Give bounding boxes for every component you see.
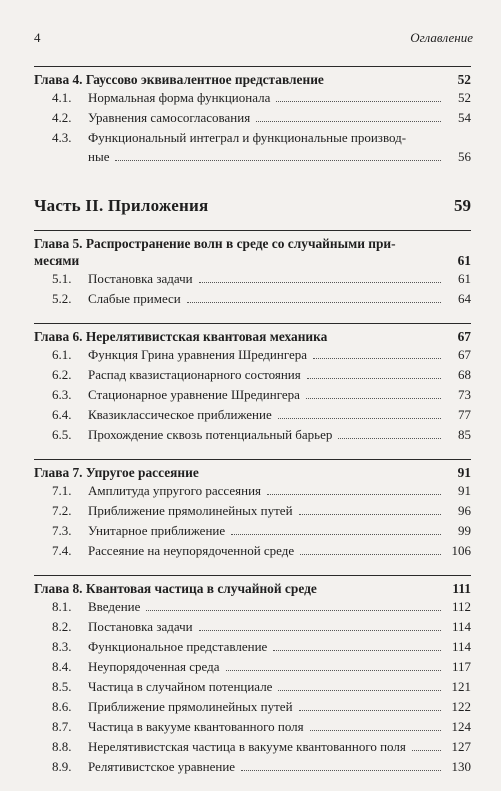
part-page: 59: [454, 196, 471, 215]
chapter-6: [34, 323, 471, 445]
chapter-rule: [34, 323, 471, 324]
leader-dots: [241, 770, 441, 771]
section-page: 122: [451, 699, 471, 714]
section-number: 4.2.: [52, 110, 72, 125]
chapter-rule: [34, 459, 471, 460]
toc-entry[interactable]: [34, 597, 471, 617]
section-page: 106: [451, 543, 471, 558]
leader-dots: [278, 690, 441, 691]
chapter-page: 111: [452, 581, 471, 596]
chapter-page: 52: [457, 72, 471, 87]
section-title: Квазиклассическое приближение: [88, 407, 272, 422]
section-page: 54: [458, 110, 471, 125]
section-page: 67: [458, 347, 471, 362]
section-title: Частица в вакууме квантованного поля: [88, 719, 304, 734]
part-heading[interactable]: [34, 196, 471, 216]
section-number: 7.4.: [52, 543, 72, 558]
toc-entry[interactable]: [34, 717, 471, 737]
leader-dots: [278, 418, 441, 419]
section-number: 4.3.: [52, 130, 72, 145]
leader-dots: [231, 534, 441, 535]
leader-dots: [412, 750, 441, 751]
section-title: Слабые примеси: [88, 291, 181, 306]
leader-dots: [307, 378, 441, 379]
chapter-7: [34, 459, 471, 561]
section-number: 4.1.: [52, 90, 72, 105]
section-number: 7.2.: [52, 503, 72, 518]
section-number: 6.4.: [52, 407, 72, 422]
section-title: Нормальная форма функционала: [88, 90, 271, 105]
section-title: Постановка задачи: [88, 271, 193, 286]
toc-entry[interactable]: [34, 737, 471, 757]
section-number: 8.5.: [52, 679, 72, 694]
toc-entry[interactable]: [34, 88, 471, 108]
section-page: 121: [451, 679, 471, 694]
section-number: 5.1.: [52, 271, 72, 286]
section-title: Приближение прямолинейных путей: [88, 699, 293, 714]
chapter-heading[interactable]: [34, 71, 471, 88]
section-page: 96: [458, 503, 471, 518]
section-title: Функция Грина уравнения Шредингера: [88, 347, 308, 362]
table-of-contents: [34, 66, 471, 791]
section-number: 5.2.: [52, 291, 72, 306]
chapter-heading[interactable]: [34, 580, 471, 597]
leader-dots: [313, 358, 441, 359]
section-title: Нерелятивистская частица в вакууме квантованного поля: [88, 739, 406, 754]
leader-dots: [310, 730, 441, 731]
toc-entry[interactable]: [34, 617, 471, 637]
section-number: 7.1.: [52, 483, 72, 498]
chapter-5: [34, 230, 471, 309]
section-title: Уравнения самосогласования: [88, 110, 251, 125]
section-page: 64: [458, 291, 471, 306]
toc-entry[interactable]: [34, 541, 471, 561]
section-page: 117: [451, 659, 471, 674]
chapter-4: [34, 66, 471, 166]
section-title: Частица в случайном потенциале: [88, 679, 273, 694]
leader-dots: [338, 438, 441, 439]
section-page: 52: [458, 90, 471, 105]
section-number: 8.9.: [52, 759, 72, 774]
section-title: Релятивистское уравнение: [88, 759, 236, 774]
chapter-page: 91: [457, 465, 471, 480]
section-title: Рассеяние на неупорядоченной среде: [88, 543, 295, 558]
section-title: Распад квазистационарного состояния: [88, 367, 301, 382]
toc-entry[interactable]: [34, 637, 471, 657]
section-title: Приближение прямолинейных путей: [88, 503, 293, 518]
section-number: 7.3.: [52, 523, 72, 538]
chapter-page: 61: [457, 253, 471, 268]
section-page: 56: [458, 149, 471, 164]
chapter-title: Глава 8. Квантовая частица в случайной среде: [34, 581, 317, 596]
leader-dots: [300, 554, 441, 555]
toc-entry[interactable]: [34, 108, 471, 128]
toc-entry[interactable]: [34, 425, 471, 445]
section-number: 8.4.: [52, 659, 72, 674]
leader-dots: [115, 160, 441, 161]
chapter-rule: [34, 230, 471, 231]
leader-dots: [299, 514, 441, 515]
section-title: Постановка задачи: [88, 619, 193, 634]
toc-entry[interactable]: [34, 269, 471, 289]
toc-entry[interactable]: [34, 385, 471, 405]
section-title: Функциональное представление: [88, 639, 268, 654]
section-number: 6.3.: [52, 387, 72, 402]
chapter-heading[interactable]: [34, 328, 471, 345]
chapter-heading[interactable]: [34, 235, 471, 269]
toc-entry[interactable]: [34, 757, 471, 777]
chapter-title: Глава 7. Упругое рассеяние: [34, 465, 199, 480]
leader-dots: [199, 282, 441, 283]
section-title: Прохождение сквозь потенциальный барьер: [88, 427, 333, 442]
leader-dots: [273, 650, 441, 651]
section-page: 112: [451, 599, 471, 614]
running-head: [34, 30, 473, 46]
section-number: 8.6.: [52, 699, 72, 714]
section-title: Амплитуда упругого рассеяния: [88, 483, 262, 498]
leader-dots: [226, 670, 441, 671]
part-title: Часть II. Приложения: [34, 196, 209, 215]
leader-dots: [267, 494, 441, 495]
toc-entry[interactable]: [34, 657, 471, 677]
chapter-page: 67: [457, 329, 471, 344]
leader-dots: [276, 101, 441, 102]
section-page: 68: [458, 367, 471, 382]
section-page: 114: [451, 639, 471, 654]
section-page: 85: [458, 427, 471, 442]
toc-entry[interactable]: [34, 697, 471, 717]
section-page: 77: [458, 407, 471, 422]
leader-dots: [187, 302, 441, 303]
section-page: 61: [458, 271, 471, 286]
section-number: 6.2.: [52, 367, 72, 382]
section-number: 8.1.: [52, 599, 72, 614]
toc-entry[interactable]: [34, 521, 471, 541]
section-title: Неупорядоченная среда: [88, 659, 220, 674]
section-title: Стационарное уравнение Шредингера: [88, 387, 300, 402]
toc-entry[interactable]: [34, 481, 471, 501]
leader-dots: [299, 710, 441, 711]
section-number: 6.5.: [52, 427, 72, 442]
running-title: Оглавление: [410, 30, 473, 45]
section-title: Введение: [88, 599, 141, 614]
section-title-cont: ные: [88, 149, 110, 164]
toc-entry[interactable]: [34, 128, 471, 166]
leader-dots: [199, 630, 441, 631]
section-number: 8.7.: [52, 719, 72, 734]
section-title: Функциональный интеграл и функциональные производ-: [88, 130, 407, 145]
toc-entry[interactable]: [34, 345, 471, 365]
leader-dots: [256, 121, 441, 122]
section-number: 8.2.: [52, 619, 72, 634]
page-number: 4: [34, 30, 41, 45]
chapter-title: Глава 6. Нерелятивистская квантовая механика: [34, 329, 328, 344]
section-title: Унитарное приближение: [88, 523, 226, 538]
toc-entry[interactable]: [34, 677, 471, 697]
section-number: 6.1.: [52, 347, 72, 362]
toc-entry[interactable]: [34, 289, 471, 309]
section-number: 8.8.: [52, 739, 72, 754]
chapter-title: Глава 4. Гауссово эквивалентное представление: [34, 72, 324, 87]
chapter-title: Глава 5. Распространение волн в среде со случайными при-: [34, 236, 396, 251]
toc-entry[interactable]: [34, 501, 471, 521]
section-page: 99: [458, 523, 471, 538]
chapter-heading[interactable]: [34, 464, 471, 481]
leader-dots: [146, 610, 441, 611]
leader-dots: [306, 398, 441, 399]
chapter-rule: [34, 575, 471, 576]
section-page: 130: [451, 759, 471, 774]
chapter-rule: [34, 66, 471, 67]
section-page: 114: [451, 619, 471, 634]
section-number: 8.3.: [52, 639, 72, 654]
toc-entry[interactable]: [34, 365, 471, 385]
section-page: 91: [458, 483, 471, 498]
section-page: 124: [451, 719, 471, 734]
chapter-8: [34, 575, 471, 777]
section-page: 73: [458, 387, 471, 402]
section-page: 127: [451, 739, 471, 754]
toc-entry[interactable]: [34, 405, 471, 425]
chapter-title-cont: месями: [34, 253, 80, 268]
